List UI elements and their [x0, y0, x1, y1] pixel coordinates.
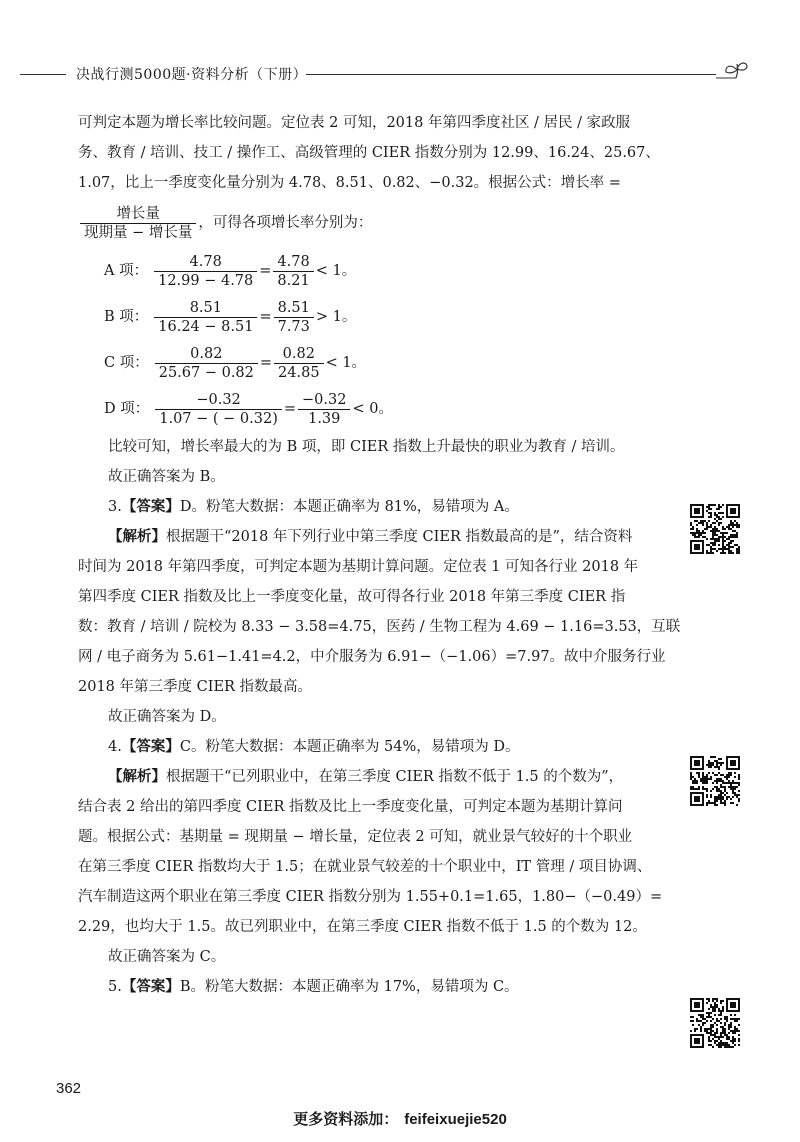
equals-sign: = — [259, 309, 272, 325]
text-line: 结合表 2 给出的第四季度 CIER 指数及比上一季度变化量，可判定本题为基期计算问 — [78, 799, 623, 815]
fraction — [273, 253, 313, 290]
denominator: 7.73 — [277, 318, 310, 335]
q5-answer — [78, 972, 668, 1002]
fraction — [155, 391, 282, 428]
denominator: 1.07 − ( − 0.32) — [159, 410, 278, 427]
fraction — [274, 345, 324, 382]
numerator: −0.32 — [155, 391, 282, 410]
numerator: 0.82 — [274, 345, 324, 364]
answer-text: C。粉笔大数据：本题正确率为 54%，易错项为 D。 — [179, 739, 520, 755]
correct-answer-line: 故正确答案为 B。 — [108, 469, 225, 485]
comparison-result: < 1。 — [325, 355, 367, 371]
page-number: 362 — [56, 1080, 82, 1097]
numerator: 4.78 — [154, 253, 257, 272]
comparison-result: < 0。 — [352, 401, 393, 417]
intro-paragraph — [78, 108, 668, 198]
numerator: 8.51 — [154, 299, 257, 318]
text-line — [78, 762, 668, 792]
option-a-calc — [78, 248, 668, 294]
text-line — [78, 522, 668, 552]
text-line: 务、教育 / 培训、技工 / 操作工、高级管理的 CIER 指数分别为 12.99、16.24、25.67、 — [78, 145, 660, 161]
text-line: 可判定本题为增长率比较问题。定位表 2 可知，2018 年第四季度社区 / 居民 / 家政服 — [78, 115, 631, 131]
growth-rate-formula — [78, 198, 668, 248]
denominator: 8.21 — [277, 272, 310, 289]
answer-tag: 【答案】 — [121, 498, 180, 515]
header-rule-right — [306, 74, 716, 75]
question-number: 3. — [108, 499, 122, 515]
comparison-conclusion: 比较可知，增长率最大的为 B 项，即 CIER 指数上升最快的职业为教育 / 培训。 — [108, 439, 625, 455]
text-line: 汽车制造这两个职业在第三季度 CIER 指数分别为 1.55+0.1=1.65，1.80−（−0.49）= — [78, 889, 663, 905]
numerator: 4.78 — [273, 253, 313, 272]
denominator: 12.99 − 4.78 — [158, 272, 254, 289]
option-b-calc — [78, 294, 668, 340]
fraction — [298, 391, 350, 428]
text-line: 1.07，比上一季度变化量分别为 4.78、8.51、0.82、−0.32。根据公式：增长率 = — [78, 175, 621, 191]
formula-denominator: 现期量 − 增长量 — [84, 224, 193, 241]
formula-numerator: 增长量 — [80, 205, 196, 224]
formula-suffix: ，可得各项增长率分别为： — [198, 215, 373, 231]
book-title: 决战行测5000题·资料分析（下册） — [76, 67, 308, 83]
denominator: 25.67 − 0.82 — [158, 364, 254, 381]
denominator: 1.39 — [308, 410, 341, 427]
option-label: A 项： — [104, 263, 149, 279]
denominator: 24.85 — [278, 364, 320, 381]
analysis-text: 根据题干“已列职业中，在第三季度 CIER 指数不低于 1.5 的个数为”， — [166, 769, 624, 785]
q4-answer — [78, 732, 668, 762]
analysis-text: 根据题干“2018 年下列行业中第三季度 CIER 指数最高的是”，结合资料 — [166, 529, 633, 545]
text-line: 数：教育 / 培训 / 院校为 8.33 − 3.58=4.75，医药 / 生物工程为 4.69 − 1.16=3.53，互联 — [78, 619, 681, 635]
watermark-label: 更多资料添加： — [293, 1111, 399, 1128]
text-line: 2.29，也均大于 1.5。故已列职业中，在第三季度 CIER 指数不低于 1.5 的个数为 12。 — [78, 919, 647, 935]
fraction — [155, 345, 258, 382]
q4-analysis — [78, 762, 668, 792]
numerator: 8.51 — [274, 299, 314, 318]
question-number: 5. — [108, 979, 122, 995]
question-number: 4. — [108, 739, 122, 755]
fraction — [154, 299, 257, 336]
answer-tag: 【答案】 — [121, 978, 180, 995]
header-rule-left — [20, 74, 66, 75]
comparison-result: < 1。 — [315, 263, 357, 279]
analysis-tag: 【解析】 — [108, 528, 166, 545]
text-line: 时间为 2018 年第四季度，可判定本题为基期计算问题。定位表 1 可知各行业 2018 年 — [78, 559, 639, 575]
option-label: C 项： — [104, 355, 149, 371]
formula-fraction — [80, 205, 196, 242]
page-header — [0, 60, 800, 90]
comparison-result: > 1。 — [315, 309, 357, 325]
answer-text: B。粉笔大数据：本题正确率为 17%，易错项为 C。 — [179, 979, 519, 995]
qr-code-icon[interactable] — [690, 504, 740, 554]
option-c-calc — [78, 340, 668, 386]
footer-watermark — [0, 1108, 800, 1129]
denominator: 16.24 − 8.51 — [158, 318, 254, 335]
qr-code-icon[interactable] — [690, 998, 740, 1048]
answer-tag: 【答案】 — [121, 738, 180, 755]
text-line: 题。根据公式：基期量 = 现期量 − 增长量，定位表 2 可知，就业景气较好的十个职业 — [78, 829, 633, 845]
text-line: 网 / 电子商务为 5.61−1.41=4.2，中介服务为 6.91−（−1.06）=7.97。故中介服务行业 — [78, 649, 666, 665]
q3-analysis-body — [78, 552, 681, 702]
sprout-icon — [716, 60, 750, 84]
option-label: B 项： — [104, 309, 149, 325]
q3-answer — [78, 492, 668, 522]
fraction — [154, 253, 257, 290]
option-label: D 项： — [104, 401, 150, 417]
numerator: −0.32 — [298, 391, 350, 410]
correct-answer-line: 故正确答案为 D。 — [108, 709, 226, 725]
option-d-calc — [78, 386, 668, 432]
answer-text: D。粉笔大数据：本题正确率为 81%，易错项为 A。 — [179, 499, 519, 515]
text-line: 在第三季度 CIER 指数均大于 1.5；在就业景气较差的十个职业中，IT 管理 / 项目协调、 — [78, 859, 652, 875]
qr-code-icon[interactable] — [690, 756, 740, 806]
watermark-id: feifeixuejie520 — [404, 1111, 507, 1128]
numerator: 0.82 — [155, 345, 258, 364]
fraction — [274, 299, 314, 336]
equals-sign: = — [259, 355, 273, 371]
analysis-tag: 【解析】 — [108, 768, 166, 785]
equals-sign: = — [283, 401, 297, 417]
text-line: 2018 年第三季度 CIER 指数最高。 — [78, 679, 313, 695]
q3-analysis — [78, 522, 668, 552]
correct-answer-line: 故正确答案为 C。 — [108, 949, 226, 965]
q4-analysis-body — [78, 792, 668, 942]
page-content — [78, 108, 681, 1002]
text-line: 第四季度 CIER 指数及比上一季度变化量，故可得各行业 2018 年第三季度 CIER 指 — [78, 589, 626, 605]
equals-sign: = — [259, 263, 272, 279]
